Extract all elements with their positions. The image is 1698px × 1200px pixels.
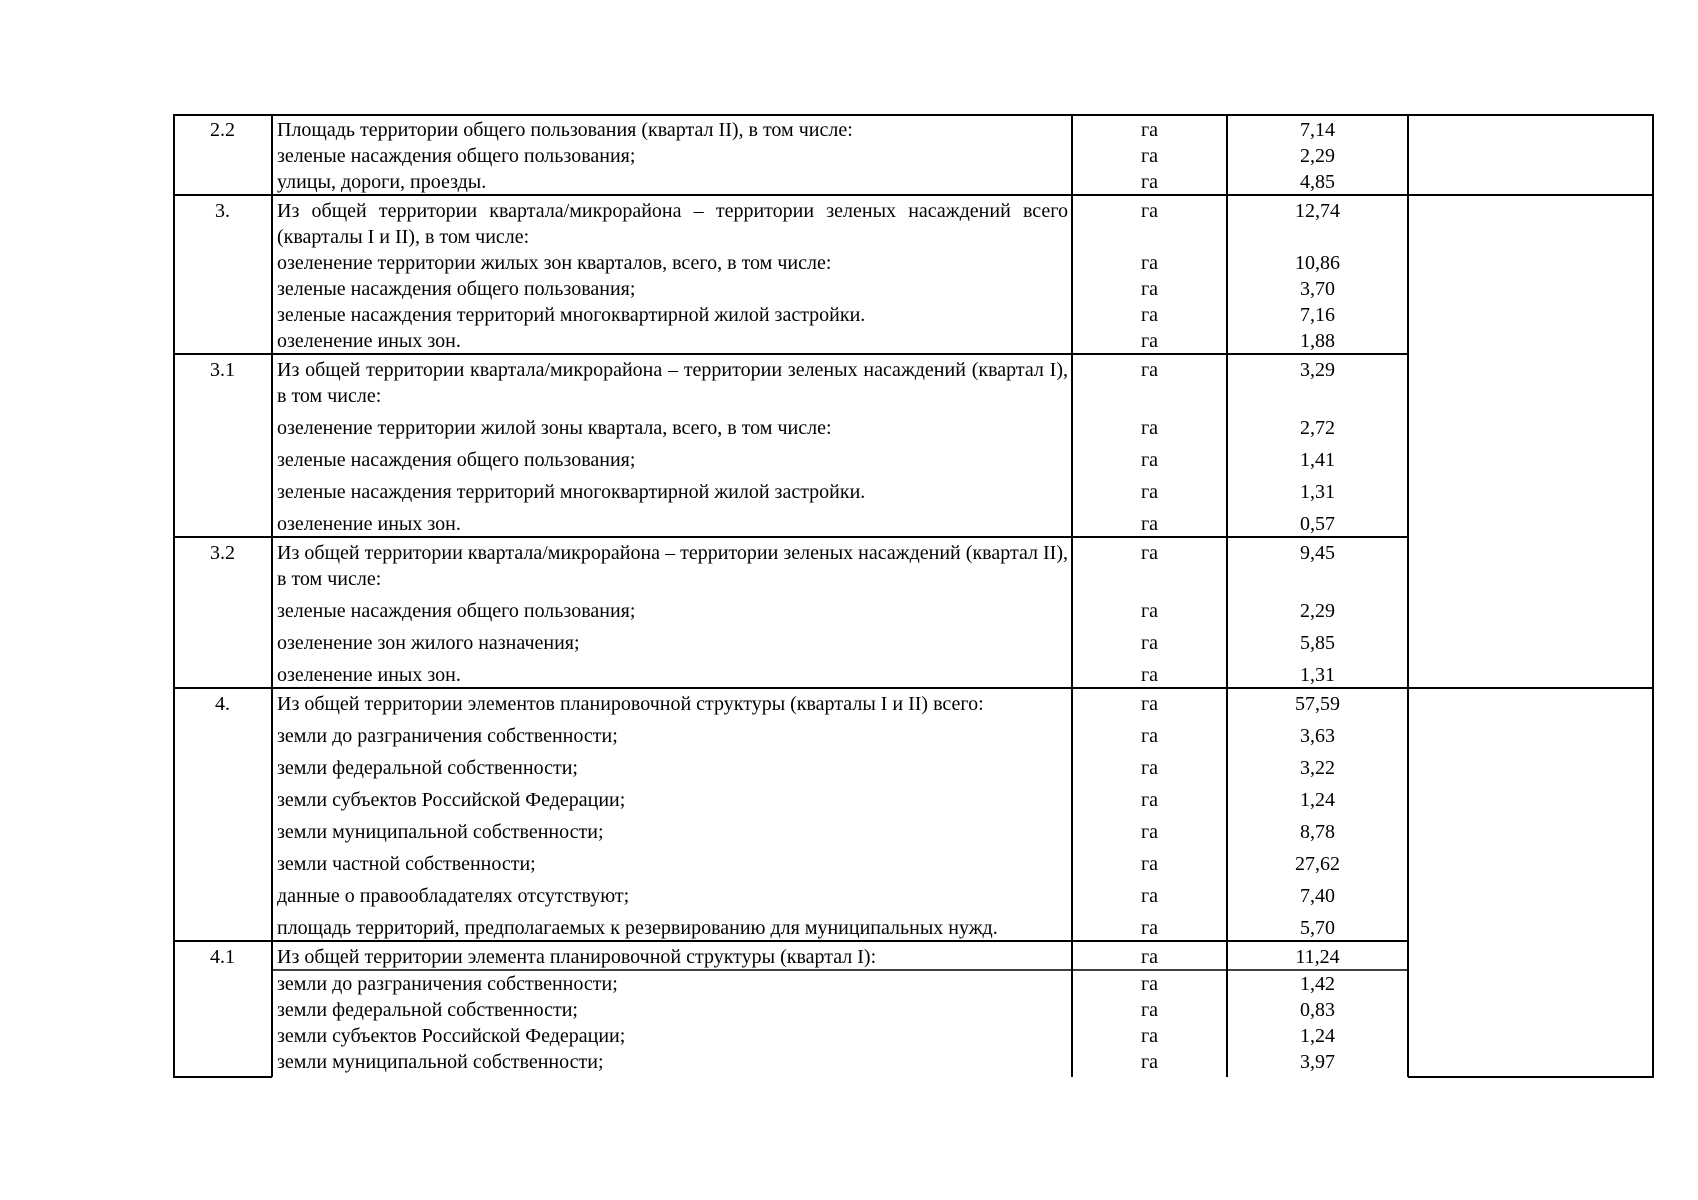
indicator-name: зеленые насаждения территорий многоквартирной жилой застройки. [277, 304, 866, 326]
indicator-name: земли муниципальной собственности; [277, 1051, 604, 1073]
note-cell [1408, 169, 1654, 195]
table-row [272, 1023, 1654, 1049]
table-section [173, 195, 1654, 354]
table-row [272, 915, 1654, 941]
unit-cell: га [1140, 1025, 1159, 1047]
indicator-name: улицы, дороги, проезды. [277, 171, 487, 193]
row-number: 4.1 [210, 946, 235, 968]
value-cell: 3,97 [1300, 1051, 1335, 1073]
table-row [272, 851, 1654, 877]
value-cell: 1,42 [1300, 973, 1335, 995]
unit-cell: га [1140, 449, 1159, 471]
value-cell: 27,62 [1295, 853, 1340, 875]
value-cell: 2,72 [1300, 417, 1335, 439]
note-cell [1408, 1023, 1654, 1049]
unit-cell: га [1140, 304, 1159, 326]
value-cell: 1,31 [1300, 664, 1335, 686]
value-cell: 4,85 [1300, 171, 1335, 193]
table-row [272, 169, 1654, 195]
unit-cell: га [1140, 513, 1159, 535]
table-row [272, 598, 1654, 624]
unit-cell: га [1140, 757, 1159, 779]
indicator-name: земли федеральной собственности; [277, 757, 578, 779]
value-cell: 7,16 [1300, 304, 1335, 326]
table-row [272, 997, 1654, 1023]
indicator-name: озеленение иных зон. [277, 664, 461, 686]
note-cell [1408, 755, 1654, 781]
note-cell [1408, 250, 1654, 276]
table-row [272, 354, 1654, 409]
value-cell: 5,85 [1300, 632, 1335, 654]
indicator-name: озеленение иных зон. [277, 513, 461, 535]
table-section [173, 114, 1654, 195]
row-number: 3.1 [210, 359, 235, 381]
unit-cell: га [1140, 145, 1159, 167]
unit-cell: га [1140, 200, 1159, 222]
indicator-name: зеленые насаждения территорий многоквартирной жилой застройки. [277, 481, 866, 503]
unit-cell: га [1140, 1051, 1159, 1073]
value-cell: 3,63 [1300, 725, 1335, 747]
indicator-table [173, 114, 1654, 1075]
note-cell [1408, 851, 1654, 877]
value-cell: 1,31 [1300, 481, 1335, 503]
unit-cell: га [1140, 542, 1159, 564]
row-number: 4. [215, 693, 230, 715]
note-cell [1408, 198, 1654, 250]
note-cell [1408, 328, 1654, 354]
note-cell [1408, 971, 1654, 997]
unit-cell: га [1140, 600, 1159, 622]
value-cell: 10,86 [1295, 252, 1340, 274]
note-cell [1408, 691, 1654, 717]
indicator-name: земли субъектов Российской Федерации; [277, 789, 626, 811]
unit-cell: га [1140, 789, 1159, 811]
value-cell: 1,41 [1300, 449, 1335, 471]
note-cell [1408, 276, 1654, 302]
indicator-name: озеленение территории жилых зон кварталов, всего, в том числе: [277, 252, 832, 274]
note-cell [1408, 630, 1654, 656]
table-row [272, 755, 1654, 781]
table-row [272, 819, 1654, 845]
note-cell [1408, 479, 1654, 505]
table-row [272, 143, 1654, 169]
indicator-name: Площадь территории общего пользования (квартал II), в том числе: [277, 119, 853, 141]
unit-cell: га [1140, 359, 1159, 381]
indicator-name: земли до разграничения собственности; [277, 973, 618, 995]
row-number: 3.2 [210, 542, 235, 564]
indicator-name: Из общей территории квартала/микрорайона – территории зеленых насаждений (квартал II), в том числе: [277, 542, 1068, 590]
table-row [272, 250, 1654, 276]
value-cell: 3,29 [1300, 359, 1335, 381]
note-cell [1408, 598, 1654, 624]
unit-cell: га [1140, 171, 1159, 193]
unit-cell: га [1140, 946, 1159, 968]
note-cell [1408, 883, 1654, 909]
note-cell [1408, 302, 1654, 328]
unit-cell: га [1140, 330, 1159, 352]
note-cell [1408, 143, 1654, 169]
note-cell [1408, 415, 1654, 441]
note-cell [1408, 117, 1654, 143]
table-row [272, 302, 1654, 328]
table-row [272, 511, 1654, 537]
table-row [272, 479, 1654, 505]
note-cell [1408, 944, 1654, 970]
table-row [272, 723, 1654, 749]
note-cell [1408, 662, 1654, 688]
indicator-name: озеленение зон жилого назначения; [277, 632, 580, 654]
table-row [272, 415, 1654, 441]
indicator-name: земли частной собственности; [277, 853, 536, 875]
note-cell [1408, 511, 1654, 537]
unit-cell: га [1140, 999, 1159, 1021]
unit-cell: га [1140, 417, 1159, 439]
indicator-name: данные о правообладателях отсутствуют; [277, 885, 630, 907]
unit-cell: га [1140, 885, 1159, 907]
note-cell [1408, 787, 1654, 813]
unit-cell: га [1140, 481, 1159, 503]
indicator-name: зеленые насаждения общего пользования; [277, 600, 636, 622]
indicator-name: Из общей территории элементов планировочной структуры (кварталы I и II) всего: [277, 693, 984, 715]
value-cell: 57,59 [1295, 693, 1340, 715]
table-row [272, 328, 1654, 354]
value-cell: 3,70 [1300, 278, 1335, 300]
unit-cell: га [1140, 725, 1159, 747]
unit-cell: га [1140, 278, 1159, 300]
indicator-name: земли субъектов Российской Федерации; [277, 1025, 626, 1047]
indicator-name: площадь территорий, предполагаемых к резервированию для муниципальных нужд. [277, 917, 998, 939]
row-number: 2.2 [210, 119, 235, 141]
unit-cell: га [1140, 252, 1159, 274]
table-row [272, 787, 1654, 813]
table-row [272, 1049, 1654, 1075]
value-cell: 9,45 [1300, 542, 1335, 564]
table-row [272, 114, 1654, 143]
note-cell [1408, 723, 1654, 749]
table-section [173, 941, 1654, 1075]
value-cell: 2,29 [1300, 600, 1335, 622]
value-cell: 3,22 [1300, 757, 1335, 779]
value-cell: 1,88 [1300, 330, 1335, 352]
value-cell: 8,78 [1300, 821, 1335, 843]
value-cell: 0,57 [1300, 513, 1335, 535]
table-row [272, 276, 1654, 302]
value-cell: 5,70 [1300, 917, 1335, 939]
note-cell [1408, 915, 1654, 941]
note-cell [1408, 357, 1654, 409]
value-cell: 1,24 [1300, 1025, 1335, 1047]
indicator-name: зеленые насаждения общего пользования; [277, 449, 636, 471]
note-cell [1408, 819, 1654, 845]
value-cell: 1,24 [1300, 789, 1335, 811]
indicator-name: озеленение иных зон. [277, 330, 461, 352]
table-row [272, 971, 1654, 997]
unit-cell: га [1140, 821, 1159, 843]
value-cell: 12,74 [1295, 200, 1340, 222]
note-cell [1408, 447, 1654, 473]
table-body [173, 114, 1654, 1075]
note-cell [1408, 997, 1654, 1023]
indicator-name: Из общей территории квартала/микрорайона – территории зеленых насаждений всего (кварталы I и II), в том числе: [277, 200, 1068, 248]
indicator-name: зеленые насаждения общего пользования; [277, 278, 636, 300]
unit-cell: га [1140, 853, 1159, 875]
table-row [272, 662, 1654, 688]
note-cell [1408, 540, 1654, 592]
indicator-name: земли муниципальной собственности; [277, 821, 604, 843]
indicator-name: Из общей территории элемента планировочной структуры (квартал I): [277, 946, 877, 968]
unit-cell: га [1140, 632, 1159, 654]
table-row [272, 630, 1654, 656]
unit-cell: га [1140, 664, 1159, 686]
table-section [173, 688, 1654, 941]
table-section [173, 537, 1654, 688]
indicator-name: земли до разграничения собственности; [277, 725, 618, 747]
value-cell: 7,40 [1300, 885, 1335, 907]
table-row [272, 688, 1654, 717]
table-section [173, 354, 1654, 537]
value-cell: 0,83 [1300, 999, 1335, 1021]
unit-cell: га [1140, 119, 1159, 141]
table-row [272, 537, 1654, 592]
note-cell [1408, 1049, 1654, 1075]
indicator-name: озеленение территории жилой зоны квартала, всего, в том числе: [277, 417, 832, 439]
value-cell: 11,24 [1295, 946, 1340, 968]
table-row [272, 883, 1654, 909]
value-cell: 7,14 [1300, 119, 1335, 141]
value-cell: 2,29 [1300, 145, 1335, 167]
unit-cell: га [1140, 693, 1159, 715]
indicator-name: Из общей территории квартала/микрорайона – территории зеленых насаждений (квартал I), в том числе: [277, 359, 1068, 407]
row-number: 3. [215, 200, 230, 222]
unit-cell: га [1140, 973, 1159, 995]
table-row [272, 195, 1654, 250]
table-row [272, 941, 1654, 970]
indicator-name: земли федеральной собственности; [277, 999, 578, 1021]
unit-cell: га [1140, 917, 1159, 939]
indicator-name: зеленые насаждения общего пользования; [277, 145, 636, 167]
table-row [272, 447, 1654, 473]
